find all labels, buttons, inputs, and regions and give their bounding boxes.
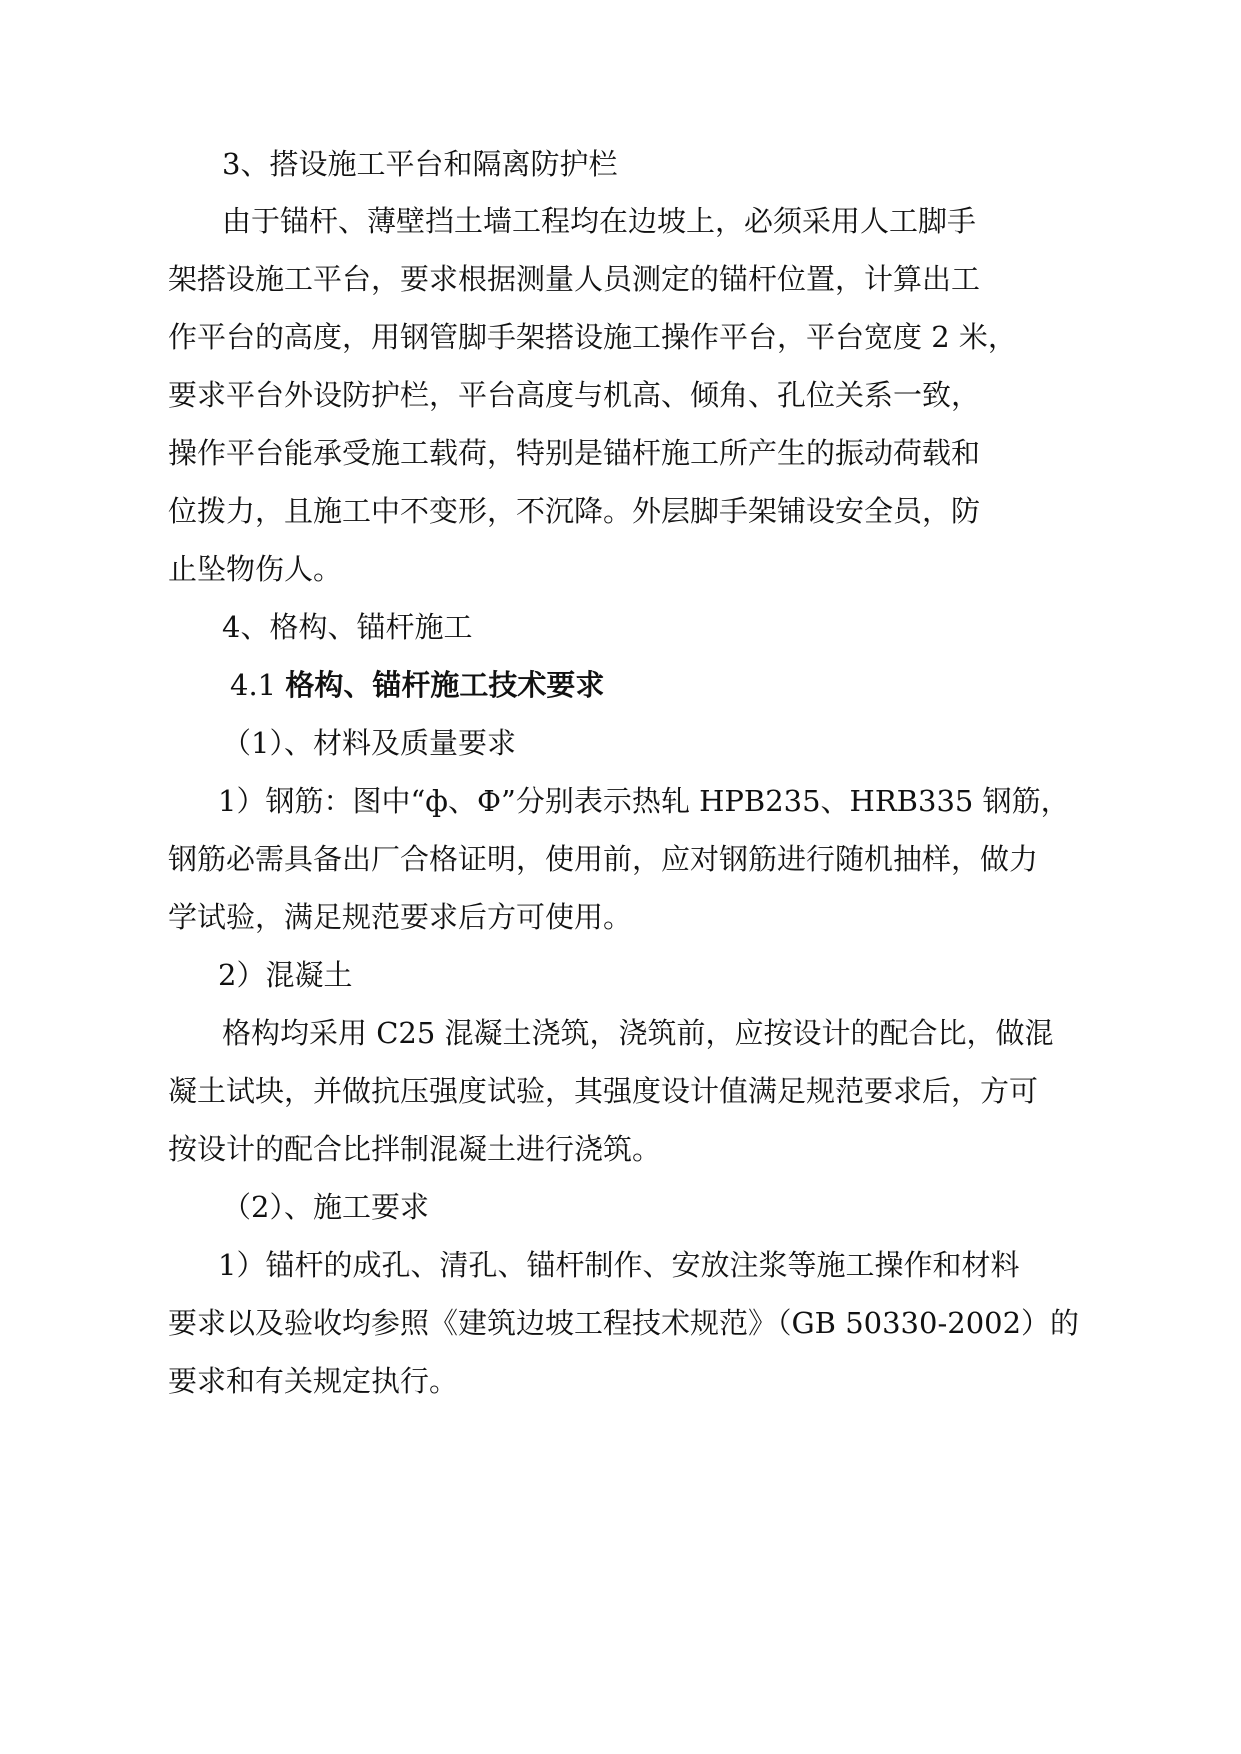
section-4-heading: 4、格构、锚杆施工: [222, 610, 473, 644]
paragraph-line: 凝土试块，并做抗压强度试验，其强度设计值满足规范要求后，方可: [168, 1074, 1039, 1108]
paragraph-line: 止坠物伤人。: [168, 552, 343, 586]
subsection-4-1-heading: [230, 667, 604, 703]
paragraph-line: 由于锚杆、薄壁挡土墙工程均在边坡上，必须采用人工脚手: [222, 204, 977, 238]
paragraph-line: 钢筋必需具备出厂合格证明，使用前，应对钢筋进行随机抽样，做力: [168, 842, 1039, 876]
paragraph-line: 操作平台能承受施工载荷，特别是锚杆施工所产生的振动荷载和: [168, 436, 981, 470]
paragraph-line: 1）锚杆的成孔、清孔、锚杆制作、安放注浆等施工操作和材料: [218, 1248, 1020, 1282]
paragraph-line: 按设计的配合比拌制混凝土进行浇筑。: [168, 1132, 662, 1166]
paragraph-line: 作平台的高度，用钢管脚手架搭设施工操作平台，平台宽度 2 米，: [168, 320, 1017, 354]
paragraph-line: 要求以及验收均参照《建筑边坡工程技术规范》（GB 50330-2002）的: [168, 1306, 1080, 1340]
concrete-heading: 2）混凝土: [218, 958, 353, 992]
paragraph-line: 格构均采用 C25 混凝土浇筑，浇筑前，应按设计的配合比，做混: [222, 1016, 1054, 1050]
subsection-title: 格构、锚杆施工技术要求: [285, 668, 605, 702]
item-1-heading: （1）、材料及质量要求: [222, 726, 516, 760]
paragraph-line: 位拨力，且施工中不变形，不沉降。外层脚手架铺设安全员，防: [168, 494, 981, 528]
paragraph-line: 架搭设施工平台，要求根据测量人员测定的锚杆位置，计算出工: [168, 262, 981, 296]
subsection-number: 4.1: [230, 668, 277, 702]
paragraph-line: 学试验，满足规范要求后方可使用。: [168, 900, 633, 934]
section-3-heading: 3、搭设施工平台和隔离防护栏: [222, 147, 618, 181]
paragraph-line: 要求和有关规定执行。: [168, 1364, 459, 1398]
item-2-heading: （2）、施工要求: [222, 1190, 429, 1224]
paragraph-line: 要求平台外设防护栏，平台高度与机高、倾角、孔位关系一致，: [168, 378, 981, 412]
paragraph-line: 1）钢筋：图中“ф、Ф”分别表示热轧 HPB235、HRB335 钢筋，: [218, 784, 1070, 818]
